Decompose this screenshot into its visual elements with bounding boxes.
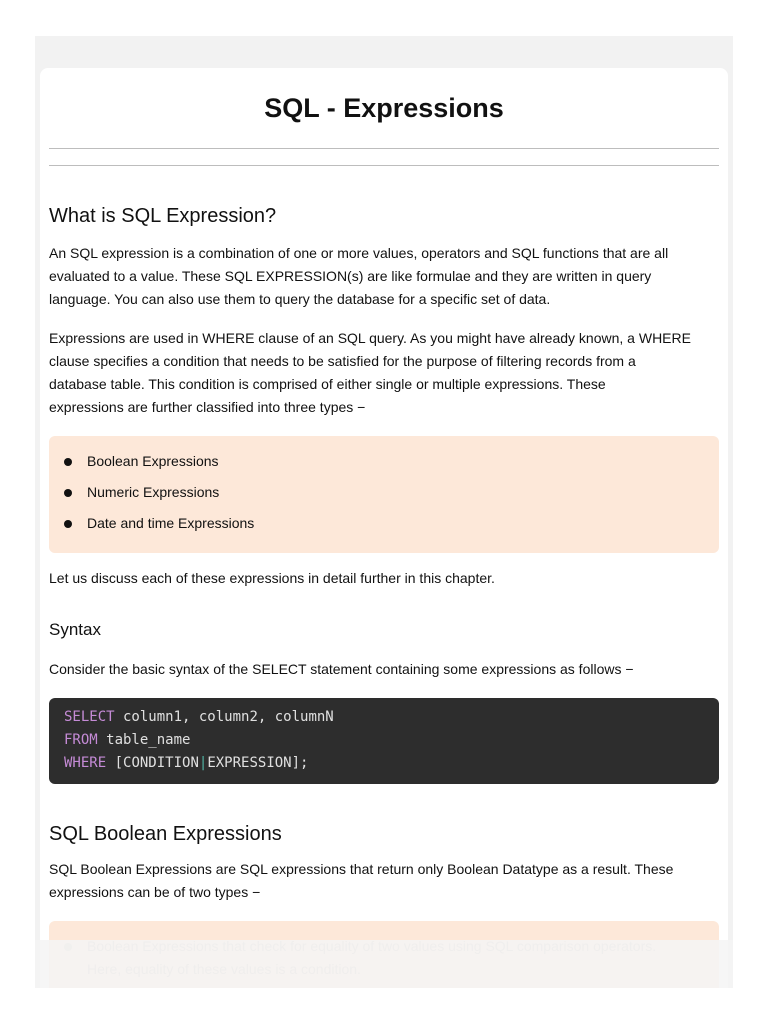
- bullet-icon: [64, 489, 72, 497]
- code-block[interactable]: [49, 698, 719, 784]
- paragraph-line: clause specifies a condition that needs to be satisfied for the purpose of filtering records from a: [49, 353, 636, 369]
- paragraph-discuss: Let us discuss each of these expressions in detail further in this chapter.: [49, 570, 495, 586]
- code-keyword: SELECT: [64, 709, 115, 725]
- paragraph-line: expressions can be of two types −: [49, 884, 261, 900]
- title-divider-top: [49, 148, 719, 149]
- paragraph-syntax-intro: Consider the basic syntax of the SELECT statement containing some expressions as follows −: [49, 661, 634, 677]
- heading-syntax: Syntax: [49, 620, 101, 639]
- paragraph-line: expressions are further classified into three types −: [49, 399, 366, 415]
- code-text: EXPRESSION];: [207, 755, 309, 771]
- paragraph-line: evaluated to a value. These SQL EXPRESSION(s) are like formulae and they are written in query: [49, 268, 652, 284]
- heading-sql-boolean-expressions: SQL Boolean Expressions: [49, 823, 282, 845]
- list-item-label: Date and time Expressions: [87, 515, 255, 531]
- list-item-label: Numeric Expressions: [87, 484, 220, 500]
- paragraph-line: Expressions are used in WHERE clause of an SQL query. As you might have already known, a WHERE: [49, 330, 691, 346]
- list-item: [49, 450, 719, 481]
- paragraph-line: SQL Boolean Expressions are SQL expressions that return only Boolean Datatype as a result. These: [49, 861, 674, 877]
- code-keyword: WHERE: [64, 755, 107, 771]
- heading-what-is-sql-expression: What is SQL Expression?: [49, 205, 277, 227]
- code-keyword: FROM: [64, 732, 98, 748]
- code-operator: |: [198, 755, 208, 771]
- list-item: [49, 481, 719, 512]
- bullet-icon: [64, 520, 72, 528]
- paragraph-where-clause: [49, 327, 721, 419]
- list-item-label: Boolean Expressions: [87, 453, 219, 469]
- paragraph-definition: [49, 242, 721, 311]
- list-item: [49, 512, 719, 543]
- paragraph-boolean-intro: [49, 858, 721, 904]
- paragraph-line: language. You can also use them to query the database for a specific set of data.: [49, 291, 551, 307]
- expression-types-list: [49, 436, 719, 553]
- bottom-fade-overlay: [35, 940, 733, 988]
- article-card: [40, 68, 728, 988]
- code-text: column1, column2, columnN: [114, 709, 334, 725]
- code-text: table_name: [97, 732, 191, 748]
- page-title: SQL - Expressions: [264, 93, 504, 123]
- code-text: [CONDITION: [106, 755, 199, 771]
- paragraph-line: database table. This condition is comprised of either single or multiple expressions. These: [49, 376, 606, 392]
- paragraph-line: An SQL expression is a combination of one or more values, operators and SQL functions that are all: [49, 245, 669, 261]
- bullet-icon: [64, 458, 72, 466]
- title-divider-bottom: [49, 165, 719, 166]
- page-background: [35, 36, 733, 988]
